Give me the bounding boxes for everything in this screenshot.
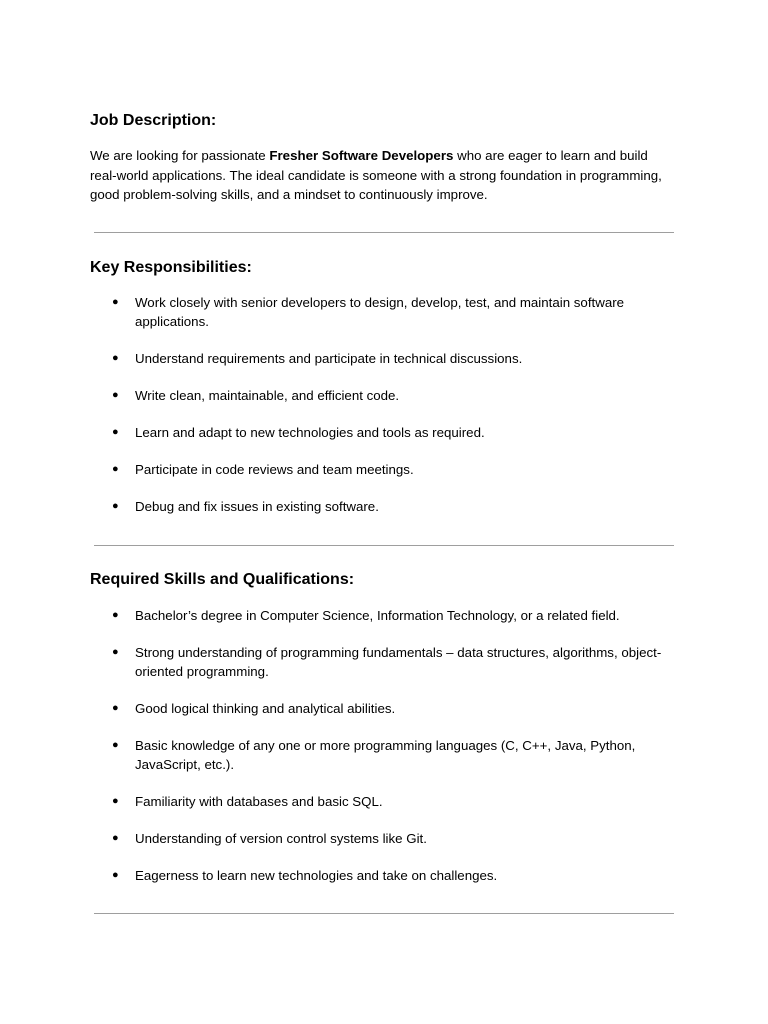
list-item-text: Bachelor’s degree in Computer Science, Information Technology, or a related field. — [135, 607, 620, 623]
list-item-text: Familiarity with databases and basic SQL. — [135, 793, 383, 809]
list-item-text: Strong understanding of programming fundamentals – data structures, algorithms, object-oriented programming. — [135, 644, 662, 679]
section-divider — [94, 913, 674, 914]
bullet-icon: ● — [112, 499, 119, 512]
bullet-icon: ● — [112, 831, 119, 844]
list-item-text: Learn and adapt to new technologies and tools as required. — [135, 424, 485, 440]
list-item — [90, 423, 665, 442]
list-item-text: Basic knowledge of any one or more programming languages (C, C++, Java, Python, JavaScript, etc.). — [135, 737, 636, 772]
job-description-section — [90, 110, 674, 205]
list-item — [90, 349, 665, 368]
list-item-text: Understand requirements and participate in technical discussions. — [135, 350, 523, 366]
bullet-icon: ● — [112, 645, 119, 658]
bullet-icon: ● — [112, 462, 119, 475]
list-item — [90, 497, 665, 516]
responsibilities-list — [90, 293, 674, 516]
bullet-icon: ● — [112, 738, 119, 751]
intro-text-start: We are looking for passionate — [90, 148, 270, 163]
list-item — [90, 293, 665, 331]
bullet-icon: ● — [112, 351, 119, 364]
list-item — [90, 643, 665, 681]
list-item-text: Work closely with senior developers to design, develop, test, and maintain software applications. — [135, 294, 625, 329]
responsibilities-heading: Key Responsibilities: — [90, 258, 252, 276]
list-item — [90, 460, 665, 479]
bullet-icon: ● — [112, 794, 119, 807]
bullet-icon: ● — [112, 608, 119, 621]
list-item — [90, 792, 665, 811]
section-divider — [94, 232, 674, 233]
bullet-icon: ● — [112, 388, 119, 401]
bullet-icon: ● — [112, 295, 119, 308]
list-item — [90, 606, 665, 625]
list-item — [90, 829, 665, 848]
list-item-text: Debug and fix issues in existing software. — [135, 498, 379, 514]
intro-text-end: who are eager to learn and build real-world applications. The ideal candidate is someone with a strong foundation in programming, good problem-solving skills, and a mindset to continuously improve. — [90, 148, 662, 202]
bullet-icon: ● — [112, 425, 119, 438]
list-item — [90, 699, 665, 718]
list-item-text: Write clean, maintainable, and efficient code. — [135, 387, 400, 403]
intro-role-highlight: Fresher Software Developers — [269, 148, 454, 163]
responsibilities-section — [90, 257, 674, 516]
skills-section — [90, 569, 674, 885]
skills-list — [90, 606, 674, 885]
job-description-intro — [90, 146, 676, 205]
list-item — [90, 866, 665, 885]
list-item — [90, 736, 665, 774]
list-item-text: Good logical thinking and analytical abilities. — [135, 700, 396, 716]
list-item-text: Eagerness to learn new technologies and take on challenges. — [135, 867, 498, 883]
section-divider — [94, 545, 674, 546]
list-item-text: Participate in code reviews and team meetings. — [135, 461, 414, 477]
list-item — [90, 386, 665, 405]
skills-heading: Required Skills and Qualifications: — [90, 570, 355, 588]
list-item-text: Understanding of version control systems like Git. — [135, 830, 427, 846]
job-description-heading: Job Description: — [90, 112, 217, 129]
bullet-icon: ● — [112, 701, 119, 714]
bullet-icon: ● — [112, 868, 119, 881]
